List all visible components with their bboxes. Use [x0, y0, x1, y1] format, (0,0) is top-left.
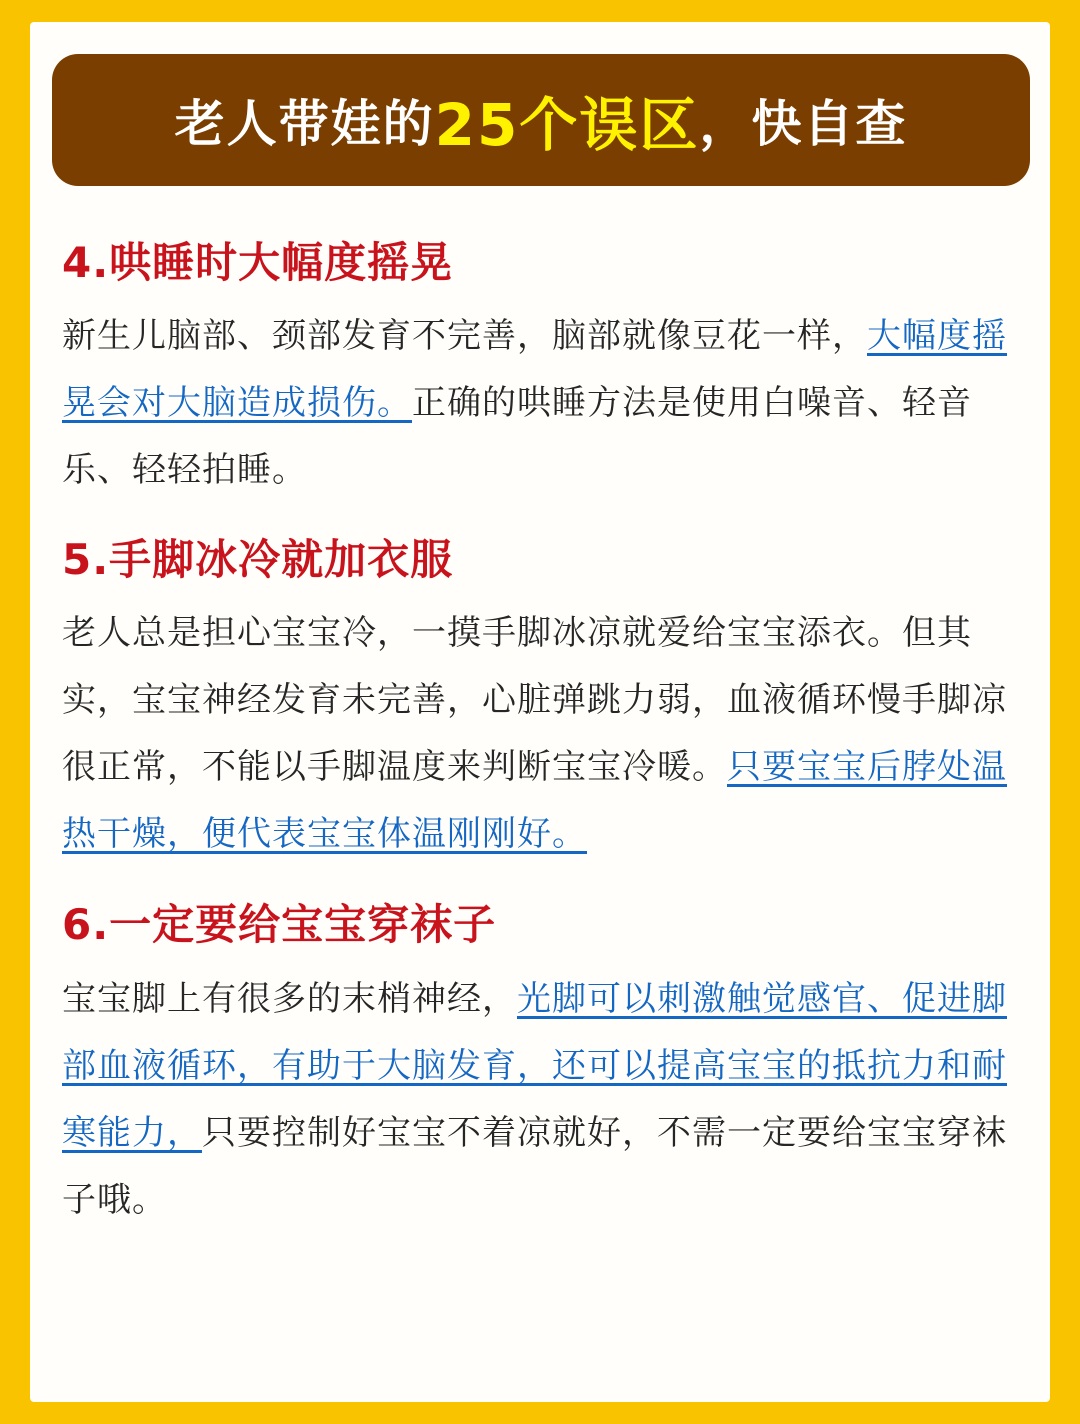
header-banner: [52, 54, 1030, 186]
section-5-body: [62, 600, 1022, 868]
section-6-text-2: 只要控制好宝宝不着凉就好，不需一定要给宝宝穿袜子哦。: [62, 1113, 1007, 1220]
section-4-text-1: 新生儿脑部、颈部发育不完善，脑部就像豆花一样，: [62, 316, 867, 356]
section-4-title: 4.哄睡时大幅度摇晃: [62, 238, 454, 287]
banner-highlight: 25个误区: [434, 91, 700, 159]
section-5-title: 5.手脚冰冷就加衣服: [62, 535, 454, 584]
section-5-text-1: 老人总是担心宝宝冷，一摸手脚冰凉就爱给宝宝添衣。但其实，宝宝神经发育未完善，心脏弹跳力弱，血液循环慢手脚凉很正常，不能以手脚温度来判断宝宝冷暖。: [62, 613, 1007, 787]
section-6-highlight: 光脚可以刺激触觉感官、促进脚部血液循环，有助于大脑发育，还可以提高宝宝的抵抗力和耐寒能力，: [62, 979, 1007, 1153]
banner-prefix: 老人带娃的: [174, 95, 435, 153]
section-4-highlight: 大幅度摇晃会对大脑造成损伤。: [62, 316, 1007, 423]
section-5-highlight: 只要宝宝后脖处温热干燥，便代表宝宝体温刚刚好。: [62, 747, 1007, 854]
section-4-text-2: 正确的哄睡方法是使用白噪音、轻音乐、轻轻拍睡。: [62, 383, 972, 490]
section-6-title: 6.一定要给宝宝穿袜子: [62, 900, 497, 949]
section-6-body: [62, 966, 1022, 1234]
section-6-text-1: 宝宝脚上有很多的末梢神经，: [62, 979, 517, 1019]
section-4-body: [62, 303, 1022, 504]
banner-suffix: ，快自查: [699, 95, 908, 153]
